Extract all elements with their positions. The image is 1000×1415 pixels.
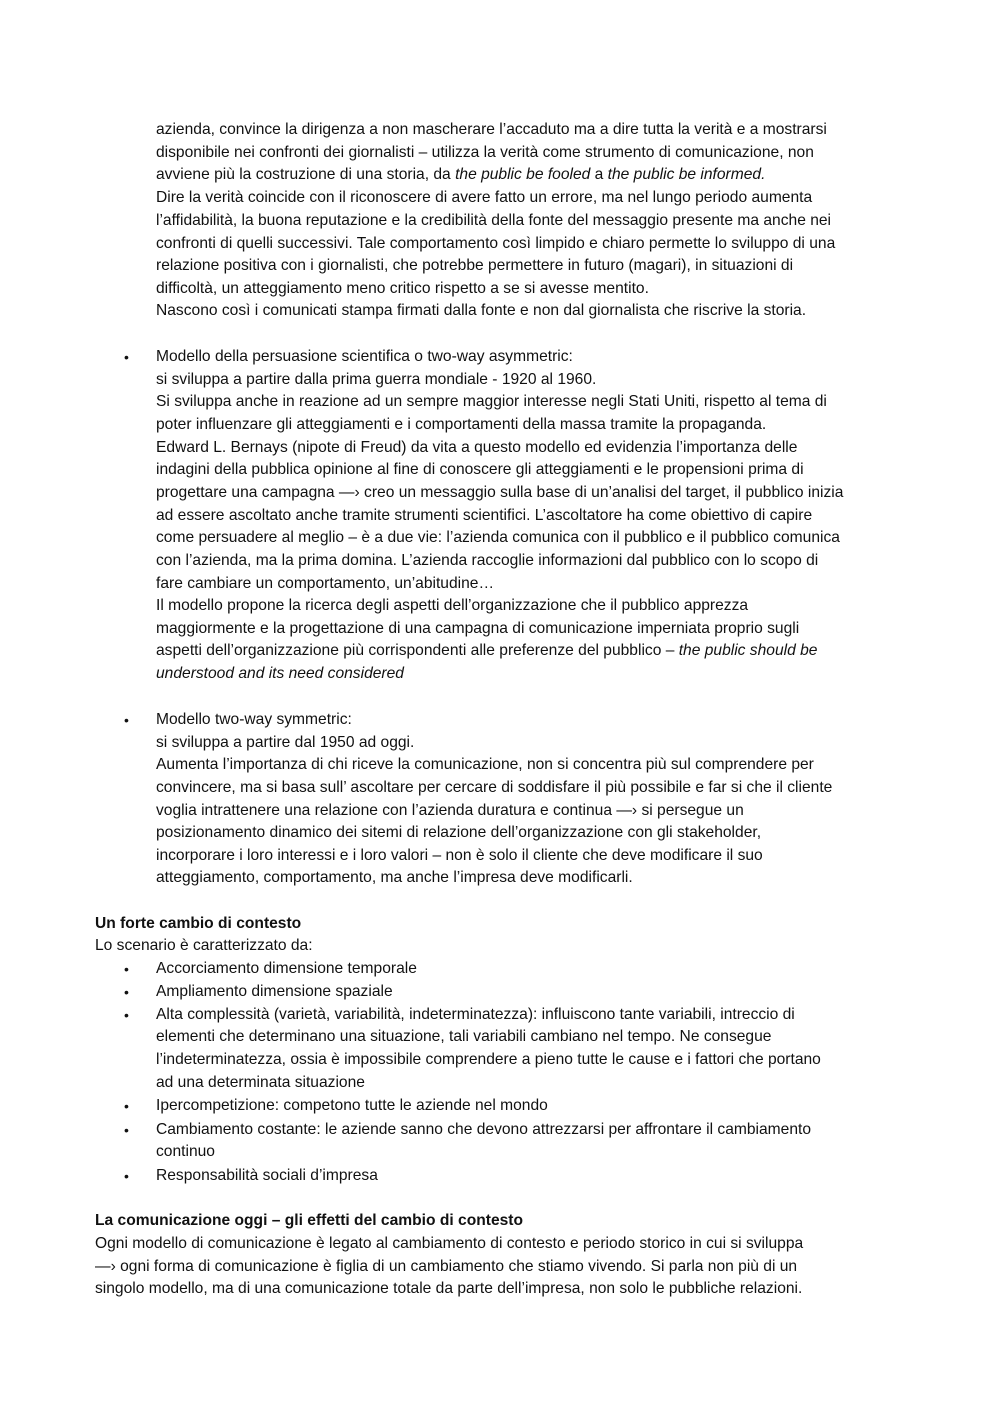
list-item-continuation: l’indeterminatezza, ossia è impossibile comprendere a pieno tutte le cause e i fattori che portano [156,1051,821,1068]
bullet-glyph: • [124,1007,129,1023]
paragraph-line: Nascono così i comunicati stampa firmati dalla fonte e non dal giornalista che riscrive la storia. [156,302,807,319]
list-item-title: Modello two-way symmetric: [156,711,352,728]
list-item-continuation: ad una determinata situazione [156,1074,365,1091]
section-heading: La comunicazione oggi – gli effetti del cambio di contesto [95,1212,524,1229]
list-item: Ampliamento dimensione spaziale [156,983,393,1000]
bullet-glyph: • [124,1098,129,1114]
paragraph-line: Il modello propone la ricerca degli aspetti dell’organizzazione che il pubblico apprezza [156,597,749,614]
bullet-glyph: • [124,961,129,977]
paragraph-line: fare cambiare un comportamento, un’abitudine… [156,575,495,592]
list-item-continuation: elementi che determinano una situazione, tali variabili cambiano nel tempo. Ne consegue [156,1028,772,1045]
paragraph-line: Aumenta l’importanza di chi riceve la comunicazione, non si concentra più sul comprendere per [156,756,814,773]
text-span: a [590,166,608,183]
list-item: Alta complessità (varietà, variabilità, indeterminatezza): influiscono tante variabili, intreccio di [156,1006,795,1023]
paragraph-line [156,640,817,663]
paragraph-line: si sviluppa a partire dal 1950 ad oggi. [156,734,415,751]
paragraph-line: progettare una campagna —› creo un messaggio sulla base di un’analisi del target, il pubblico inizia [156,484,844,501]
bullet-glyph: • [124,349,129,365]
list-item: Cambiamento costante: le aziende sanno che devono attrezzarsi per affrontare il cambiamento [156,1121,812,1138]
list-item: Responsabilità sociali d’impresa [156,1167,378,1184]
paragraph-line: atteggiamento, comportamento, ma anche l’impresa deve modificarli. [156,869,633,886]
paragraph-line: ad essere ascoltato anche tramite strumenti scientifici. L’ascoltatore ha come obiettivo di capire [156,507,813,524]
bullet-glyph: • [124,1168,129,1184]
list-item: Accorciamento dimensione temporale [156,960,417,977]
section-intro: Lo scenario è caratterizzato da: [95,937,313,954]
paragraph-line: singolo modello, ma di una comunicazione totale da parte dell’impresa, non solo le pubbliche relazioni. [95,1280,803,1297]
text-span: avviene più la costruzione di una storia, da [156,166,456,183]
bullet-glyph: • [124,984,129,1000]
text-span: aspetti dell’organizzazione più corrispondenti alle preferenze del pubblico – [156,642,679,659]
bullet-glyph: • [124,1122,129,1138]
italic-text: the public should be [678,642,818,659]
bullet-glyph: • [124,712,129,728]
paragraph-line: Si sviluppa anche in reazione ad un sempre maggior interesse negli Stati Uniti, rispetto al tema di [156,393,827,410]
paragraph-line [156,164,765,187]
paragraph-line: Ogni modello di comunicazione è legato al cambiamento di contesto e periodo storico in cui si sviluppa [95,1235,804,1252]
paragraph-line: confronti di quelli successivi. Tale comportamento così limpido e chiaro permette lo sviluppo di una [156,235,836,252]
paragraph-line: si sviluppa a partire dalla prima guerra mondiale - 1920 al 1960. [156,371,597,388]
paragraph-line: disponibile nei confronti dei giornalisti – utilizza la verità come strumento di comunicazione, non [156,144,814,161]
paragraph-line: incorporare i loro interessi e i loro valori – non è solo il cliente che deve modificare il suo [156,847,763,864]
paragraph-line: convincere, ma si basa sull’ ascoltare per cercare di soddisfare il più possibile e far si che il cliente [156,779,833,796]
list-item-title: Modello della persuasione scientifica o two-way asymmetric: [156,348,573,365]
paragraph-line: voglia intrattenere una relazione con l’azienda duratura e continua —› si persegue un [156,802,744,819]
paragraph-line: Dire la verità coincide con il riconoscere di avere fatto un errore, ma nel lungo periodo aumenta [156,189,813,206]
list-item: Ipercompetizione: competono tutte le aziende nel mondo [156,1097,548,1114]
paragraph-line: come persuadere al meglio – è a due vie: l’azienda comunica con il pubblico e il pubblico comunica [156,529,840,546]
paragraph-line: maggiormente e la progettazione di una campagna di comunicazione imperniata proprio sugli [156,620,800,637]
paragraph-line: azienda, convince la dirigenza a non mascherare l’accaduto ma a dire tutta la verità e a mostrarsi [156,121,827,138]
paragraph-line: indagini della pubblica opinione al fine di conoscere gli atteggiamenti e le propensioni prima di [156,461,804,478]
paragraph-line: posizionamento dinamico dei sitemi di relazione dell’organizzazione con gli stakeholder, [156,824,762,841]
section-heading: Un forte cambio di contesto [95,915,302,932]
paragraph-line: con l’azienda, ma la prima domina. L’azienda raccoglie informazioni dal pubblico con lo scopo di [156,552,819,569]
paragraph-line: Edward L. Bernays (nipote di Freud) da vita a questo modello ed evidenzia l’importanza delle [156,439,798,456]
paragraph-line: l’affidabilità, la buona reputazione e la credibilità della fonte del messaggio presente ma anche nei [156,212,832,229]
italic-text: understood and its need considered [156,665,404,682]
paragraph-line: difficoltà, un atteggiamento meno critico rispetto a se si avesse mentito. [156,280,649,297]
paragraph-line [156,663,404,686]
paragraph-line: poter influenzare gli atteggiamenti e i comportamenti della massa tramite la propaganda. [156,416,767,433]
italic-text: the public be fooled [455,166,591,183]
list-item-continuation: continuo [156,1143,215,1160]
paragraph-line: relazione positiva con i giornalisti, che potrebbe permettere in futuro (magari), in situazioni di [156,257,794,274]
paragraph-line: —› ogni forma di comunicazione è figlia di un cambiamento che stiamo vivendo. Si parla non più di un [95,1258,798,1275]
italic-text: the public be informed. [607,166,766,183]
